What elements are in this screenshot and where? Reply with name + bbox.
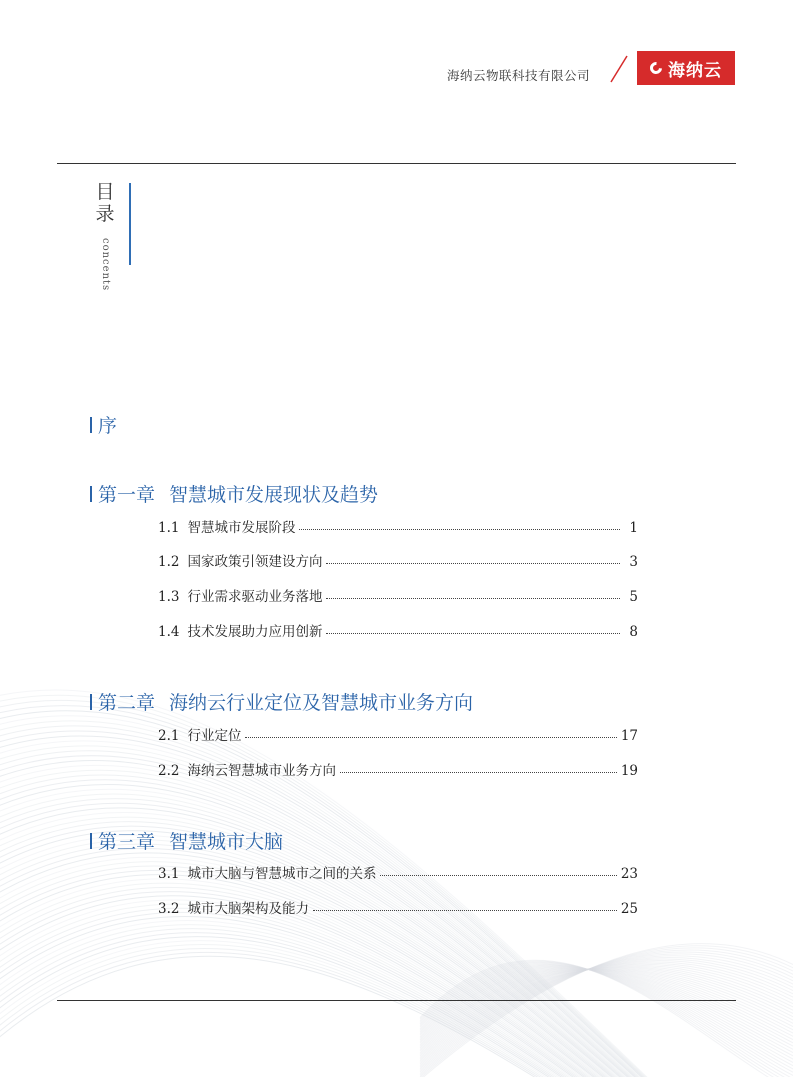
toc-entry[interactable] [158,724,638,744]
catalog-subtitle: concents [100,238,111,292]
entry-page: 8 [629,624,638,640]
catalog-title [94,181,116,225]
divider-slash [609,54,629,84]
catalog-title-char-2: 录 [95,203,115,225]
entry-title: 城市大脑架构及能力 [187,901,309,917]
chapter-number: 第一章 [98,484,156,506]
toc-entry[interactable] [158,516,638,536]
dot-leader [245,736,616,738]
entry-title: 技术发展助力应用创新 [187,624,323,640]
entry-number: 1.2 [158,554,180,570]
entry-page: 25 [620,901,638,917]
chapter-title: 海纳云行业定位及智慧城市业务方向 [169,692,474,714]
logo-c-icon [648,60,665,77]
entry-number: 3.2 [158,901,180,917]
entry-number: 2.1 [158,728,180,744]
dot-leader [326,597,620,599]
entry-page: 1 [629,520,638,536]
entry-title: 智慧城市发展阶段 [187,520,296,536]
toc-chapter-3[interactable] [90,827,283,854]
entry-number: 1.3 [158,589,180,605]
entry-title: 行业需求驱动业务落地 [187,589,323,605]
toc-preface[interactable] [90,411,117,438]
entry-page: 5 [629,589,638,605]
chapter-marker-bar [90,833,92,849]
entry-number: 3.1 [158,866,180,882]
entry-page: 19 [620,763,638,779]
chapter-title: 智慧城市发展现状及趋势 [169,484,379,506]
chapter-number: 第三章 [98,831,156,853]
top-rule [57,163,736,164]
toc-entry[interactable] [158,897,638,917]
chapter-number: 第二章 [98,692,156,714]
toc-entry[interactable] [158,550,638,570]
toc-entry[interactable] [158,862,638,882]
dot-leader [380,874,616,876]
toc-entry[interactable] [158,620,638,640]
dot-leader [326,562,620,564]
preface-label: 序 [98,415,118,437]
brand-logo [637,51,735,85]
chapter-marker-bar [90,694,92,710]
entry-title: 城市大脑与智慧城市之间的关系 [187,866,377,882]
entry-title: 海纳云智慧城市业务方向 [187,763,336,779]
toc-entry[interactable] [158,585,638,605]
catalog-title-char-1: 目 [95,181,115,203]
dot-leader [340,771,617,773]
catalog-accent-bar [129,183,131,265]
entry-number: 2.2 [158,763,180,779]
dot-leader [326,632,620,634]
logo-text: 海纳云 [668,60,722,81]
entry-title: 行业定位 [187,728,242,744]
entry-title: 国家政策引领建设方向 [187,554,323,570]
chapter-marker-bar [90,486,92,502]
entry-page: 17 [620,728,638,744]
chapter-title: 智慧城市大脑 [169,831,284,853]
dot-leader [313,909,617,911]
toc-chapter-2[interactable] [90,688,473,715]
toc-chapter-1[interactable] [90,480,378,507]
entry-number: 1.1 [158,520,180,536]
entry-page: 23 [620,866,638,882]
toc-entry[interactable] [158,759,638,779]
dot-leader [299,528,620,530]
entry-page: 3 [629,554,638,570]
bottom-rule [57,1000,736,1001]
chapter-marker-bar [90,417,92,433]
entry-number: 1.4 [158,624,180,640]
company-name: 海纳云物联科技有限公司 [446,68,590,83]
